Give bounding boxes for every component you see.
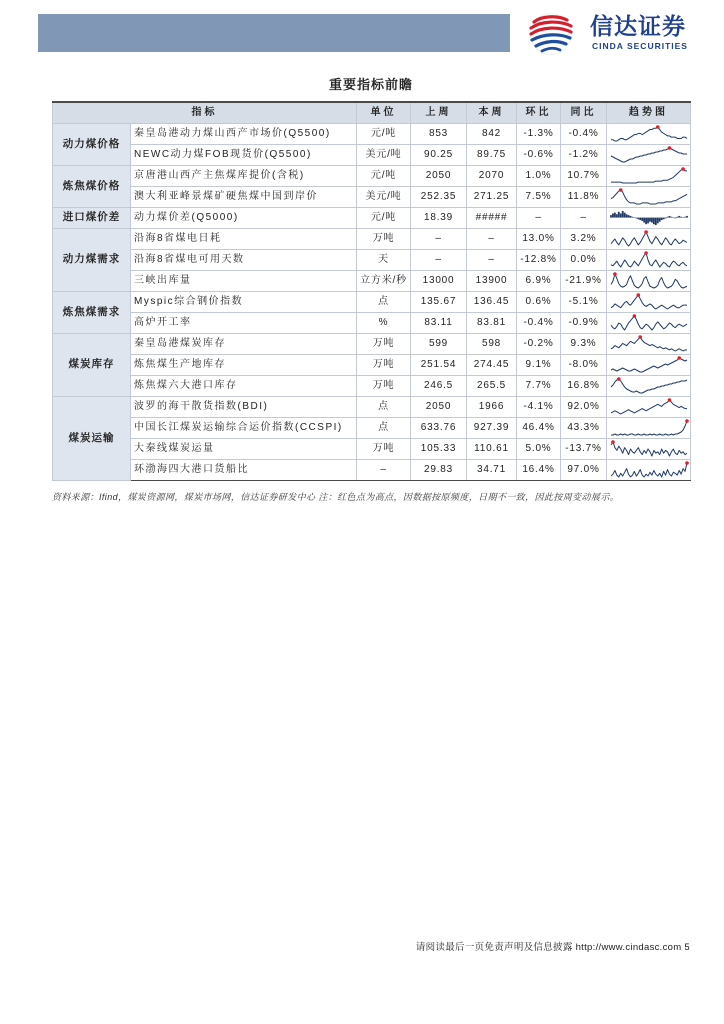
trend-high-dot <box>681 167 685 171</box>
table-row <box>53 165 691 186</box>
yoy-change-cell: -1.2% <box>561 144 607 165</box>
yoy-change-cell: 97.0% <box>561 459 607 480</box>
trend-high-dot <box>616 377 620 381</box>
trend-sparkline <box>609 356 689 374</box>
trend-chart-cell <box>607 333 691 354</box>
indicator-name-cell: NEWC动力煤FOB现货价(Q5500) <box>131 144 357 165</box>
trend-sparkline <box>609 293 689 311</box>
trend-bar <box>641 217 643 220</box>
last-week-value-cell: 251.54 <box>411 354 467 375</box>
trend-line <box>611 274 687 288</box>
last-week-value-cell: 252.35 <box>411 186 467 207</box>
category-cell: 炼焦煤需求 <box>53 291 131 333</box>
header-bar <box>38 14 510 52</box>
this-week-value-cell: 927.39 <box>467 417 517 438</box>
trend-high-dot <box>655 125 659 129</box>
this-week-value-cell: 13900 <box>467 270 517 291</box>
indicator-name-cell: 澳大利亚峰景煤矿硬焦煤中国到岸价 <box>131 186 357 207</box>
trend-line <box>611 316 687 330</box>
indicator-name-cell: 高炉开工率 <box>131 312 357 333</box>
last-week-value-cell: 135.67 <box>411 291 467 312</box>
trend-chart-cell <box>607 270 691 291</box>
trend-bar <box>619 213 621 217</box>
trend-sparkline <box>609 209 689 227</box>
table-row <box>53 249 691 270</box>
unit-cell: 元/吨 <box>357 207 411 228</box>
wow-change-cell: -4.1% <box>517 396 561 417</box>
this-week-value-cell: ##### <box>467 207 517 228</box>
trend-bar <box>666 216 668 217</box>
yoy-change-cell: 11.8% <box>561 186 607 207</box>
unit-cell: 点 <box>357 396 411 417</box>
unit-cell: 天 <box>357 249 411 270</box>
trend-bar <box>627 215 629 217</box>
indicator-table-body <box>53 123 691 480</box>
trend-bar <box>621 211 623 218</box>
wow-change-cell: 7.5% <box>517 186 561 207</box>
trend-bar <box>610 215 612 217</box>
this-week-value-cell: 2070 <box>467 165 517 186</box>
wow-change-cell: 1.0% <box>517 165 561 186</box>
this-week-value-cell: 89.75 <box>467 144 517 165</box>
trend-bar <box>645 217 647 224</box>
trend-high-dot <box>667 146 671 150</box>
table-row <box>53 312 691 333</box>
trend-chart-cell <box>607 144 691 165</box>
trend-line <box>611 400 687 414</box>
indicator-name-cell: 秦皇岛港煤炭库存 <box>131 333 357 354</box>
trend-high-dot <box>685 461 689 465</box>
category-cell: 动力煤价格 <box>53 123 131 165</box>
this-week-value-cell: – <box>467 249 517 270</box>
trend-chart-cell <box>607 123 691 144</box>
wow-change-cell: -12.8% <box>517 249 561 270</box>
this-week-value-cell: 265.5 <box>467 375 517 396</box>
indicator-name-cell: 沿海8省煤电日耗 <box>131 228 357 249</box>
category-cell: 煤炭库存 <box>53 333 131 396</box>
trend-sparkline <box>609 461 689 479</box>
indicator-name-cell: 炼焦煤六大港口库存 <box>131 375 357 396</box>
last-week-value-cell: – <box>411 228 467 249</box>
last-week-value-cell: 18.39 <box>411 207 467 228</box>
footer-disclaimer: 请阅读最后一页免责声明及信息披露 <box>415 942 573 953</box>
table-row <box>53 123 691 144</box>
table-row <box>53 228 691 249</box>
trend-bar <box>652 217 654 224</box>
last-week-value-cell: 633.76 <box>411 417 467 438</box>
trend-sparkline <box>609 272 689 290</box>
yoy-change-cell: -0.9% <box>561 312 607 333</box>
wow-change-cell: 6.9% <box>517 270 561 291</box>
unit-cell: % <box>357 312 411 333</box>
unit-cell: 点 <box>357 291 411 312</box>
trend-high-dot <box>611 440 615 444</box>
indicator-name-cell: 沿海8省煤电可用天数 <box>131 249 357 270</box>
yoy-change-cell: 0.0% <box>561 249 607 270</box>
page-number: 5 <box>684 942 690 953</box>
footer-url: http://www.cindasc.com <box>575 942 682 953</box>
trend-bar <box>668 215 670 217</box>
trend-chart-cell <box>607 249 691 270</box>
trend-bar <box>662 217 664 219</box>
trend-bar <box>612 213 614 217</box>
col-header-this-week: 本周 <box>467 102 517 123</box>
table-row <box>53 291 691 312</box>
trend-sparkline <box>609 167 689 185</box>
this-week-value-cell: 136.45 <box>467 291 517 312</box>
table-title: 重要指标前瞻 <box>328 78 413 93</box>
trend-line <box>611 148 687 162</box>
page-footer <box>416 941 690 954</box>
indicator-table <box>52 101 691 481</box>
this-week-value-cell: 1966 <box>467 396 517 417</box>
yoy-change-cell: 10.7% <box>561 165 607 186</box>
yoy-change-cell: 3.2% <box>561 228 607 249</box>
trend-chart-cell <box>607 375 691 396</box>
unit-cell: 美元/吨 <box>357 186 411 207</box>
trend-sparkline <box>609 251 689 269</box>
trend-chart-cell <box>607 186 691 207</box>
table-row <box>53 396 691 417</box>
yoy-change-cell: 16.8% <box>561 375 607 396</box>
this-week-value-cell: 598 <box>467 333 517 354</box>
trend-high-dot <box>638 335 642 339</box>
trend-bar <box>639 217 641 219</box>
table-row <box>53 375 691 396</box>
table-row <box>53 186 691 207</box>
unit-cell: – <box>357 459 411 480</box>
trend-bar <box>643 217 645 222</box>
trend-chart-cell <box>607 354 691 375</box>
last-week-value-cell: 29.83 <box>411 459 467 480</box>
indicator-name-cell: 三峡出库量 <box>131 270 357 291</box>
trend-chart-cell <box>607 459 691 480</box>
trend-chart-cell <box>607 438 691 459</box>
last-week-value-cell: 83.11 <box>411 312 467 333</box>
trend-sparkline <box>609 398 689 416</box>
unit-cell: 万吨 <box>357 375 411 396</box>
cinda-logo-icon <box>520 12 582 56</box>
wow-change-cell: 0.6% <box>517 291 561 312</box>
trend-high-dot <box>677 356 681 360</box>
unit-cell: 点 <box>357 417 411 438</box>
yoy-change-cell: -13.7% <box>561 438 607 459</box>
brand-name-cn: 信达证券 <box>590 14 686 40</box>
indicator-name-cell: 大秦线煤炭运量 <box>131 438 357 459</box>
wow-change-cell: -1.3% <box>517 123 561 144</box>
trend-line <box>611 463 687 477</box>
trend-high-dot <box>613 272 617 276</box>
trend-line <box>611 442 687 456</box>
table-row <box>53 144 691 165</box>
trend-sparkline <box>609 335 689 353</box>
yoy-change-cell: 43.3% <box>561 417 607 438</box>
trend-chart-cell <box>607 207 691 228</box>
header-row <box>53 102 691 123</box>
brand-name-en: CINDA SECURITIES <box>592 41 688 51</box>
indicator-name-cell: 动力煤价差(Q5000) <box>131 207 357 228</box>
trend-bar <box>684 216 686 217</box>
last-week-value-cell: 599 <box>411 333 467 354</box>
trend-bar <box>670 216 672 217</box>
indicator-name-cell: 京唐港山西产主焦煤库提价(含税) <box>131 165 357 186</box>
trend-sparkline <box>609 125 689 143</box>
this-week-value-cell: 83.81 <box>467 312 517 333</box>
category-cell: 煤炭运输 <box>53 396 131 480</box>
yoy-change-cell: -5.1% <box>561 291 607 312</box>
yoy-change-cell: 9.3% <box>561 333 607 354</box>
trend-high-dot <box>618 188 622 192</box>
col-header-yoy: 同比 <box>561 102 607 123</box>
unit-cell: 元/吨 <box>357 123 411 144</box>
trend-chart-cell <box>607 396 691 417</box>
trend-high-dot <box>644 251 648 255</box>
trend-chart-cell <box>607 165 691 186</box>
trend-sparkline <box>609 377 689 395</box>
table-row <box>53 438 691 459</box>
wow-change-cell: 7.7% <box>517 375 561 396</box>
yoy-change-cell: -8.0% <box>561 354 607 375</box>
trend-line <box>611 127 687 141</box>
trend-line <box>611 295 687 309</box>
trend-sparkline <box>609 146 689 164</box>
last-week-value-cell: 2050 <box>411 396 467 417</box>
col-header-last-week: 上周 <box>411 102 467 123</box>
yoy-change-cell: 92.0% <box>561 396 607 417</box>
last-week-value-cell: 90.25 <box>411 144 467 165</box>
indicator-name-cell: 中国长江煤炭运输综合运价指数(CCSPI) <box>131 417 357 438</box>
table-header <box>53 102 691 123</box>
last-week-value-cell: – <box>411 249 467 270</box>
category-cell: 动力煤需求 <box>53 228 131 291</box>
trend-sparkline <box>609 440 689 458</box>
trend-line <box>611 379 687 393</box>
this-week-value-cell: 34.71 <box>467 459 517 480</box>
wow-change-cell: – <box>517 207 561 228</box>
this-week-value-cell: 274.45 <box>467 354 517 375</box>
trend-chart-cell <box>607 228 691 249</box>
trend-sparkline <box>609 419 689 437</box>
wow-change-cell: 9.1% <box>517 354 561 375</box>
trend-chart-cell <box>607 312 691 333</box>
wow-change-cell: 46.4% <box>517 417 561 438</box>
trend-line <box>611 190 687 204</box>
wow-change-cell: -0.4% <box>517 312 561 333</box>
trend-bar <box>651 217 653 222</box>
trend-high-dot <box>632 314 636 318</box>
indicator-name-cell: 秦皇岛港动力煤山西产市场价(Q5500) <box>131 123 357 144</box>
table-row <box>53 333 691 354</box>
yoy-change-cell: -0.4% <box>561 123 607 144</box>
trend-sparkline <box>609 188 689 206</box>
trend-high-dot <box>685 419 689 423</box>
trend-line <box>611 232 687 246</box>
wow-change-cell: 16.4% <box>517 459 561 480</box>
trend-bar <box>637 217 639 219</box>
category-cell: 炼焦煤价格 <box>53 165 131 207</box>
last-week-value-cell: 13000 <box>411 270 467 291</box>
unit-cell: 万吨 <box>357 354 411 375</box>
trend-chart-cell <box>607 291 691 312</box>
trend-line <box>611 337 687 351</box>
trend-high-dot <box>667 398 671 402</box>
table-row <box>53 417 691 438</box>
last-week-value-cell: 246.5 <box>411 375 467 396</box>
trend-bar <box>647 217 649 223</box>
unit-cell: 立方米/秒 <box>357 270 411 291</box>
indicator-name-cell: 波罗的海干散货指数(BDI) <box>131 396 357 417</box>
trend-bar <box>656 217 658 223</box>
trend-bar <box>614 212 616 217</box>
trend-bar <box>635 217 637 218</box>
trend-bar <box>654 217 656 224</box>
trend-bar <box>674 217 676 218</box>
trend-bar <box>623 212 625 217</box>
indicator-name-cell: 炼焦煤生产地库存 <box>131 354 357 375</box>
trend-bar <box>678 215 680 217</box>
last-week-value-cell: 853 <box>411 123 467 144</box>
col-header-wow: 环比 <box>517 102 561 123</box>
this-week-value-cell: – <box>467 228 517 249</box>
wow-change-cell: -0.2% <box>517 333 561 354</box>
trend-line <box>611 358 687 372</box>
trend-bar <box>664 217 666 218</box>
indicator-name-cell: 环渤海四大港口货船比 <box>131 459 357 480</box>
trend-bar <box>631 216 633 217</box>
trend-bar <box>629 215 631 217</box>
yoy-change-cell: -21.9% <box>561 270 607 291</box>
unit-cell: 美元/吨 <box>357 144 411 165</box>
col-header-indicator: 指标 <box>53 102 357 123</box>
table-row <box>53 270 691 291</box>
table-row <box>53 207 691 228</box>
trend-sparkline <box>609 314 689 332</box>
trend-bar <box>625 214 627 217</box>
trend-bar <box>680 216 682 217</box>
trend-high-dot <box>636 293 640 297</box>
unit-cell: 万吨 <box>357 333 411 354</box>
trend-bar <box>676 216 678 217</box>
indicator-name-cell: Myspic综合钢价指数 <box>131 291 357 312</box>
last-week-value-cell: 105.33 <box>411 438 467 459</box>
last-week-value-cell: 2050 <box>411 165 467 186</box>
unit-cell: 万吨 <box>357 438 411 459</box>
wow-change-cell: 13.0% <box>517 228 561 249</box>
trend-line <box>611 421 687 435</box>
trend-bar <box>686 215 688 217</box>
trend-bar <box>660 217 662 219</box>
trend-bar <box>615 214 617 217</box>
unit-cell: 元/吨 <box>357 165 411 186</box>
trend-bar <box>649 217 651 221</box>
trend-high-dot <box>644 230 648 234</box>
this-week-value-cell: 842 <box>467 123 517 144</box>
wow-change-cell: -0.6% <box>517 144 561 165</box>
trend-bar <box>617 211 619 217</box>
trend-chart-cell <box>607 417 691 438</box>
source-note: 资料来源：Ifind，煤炭资源网，煤炭市场网，信达证券研发中心 注：红色点为高点，因数据按原频度，日期不一致，因此按周变动展示。 <box>52 492 620 502</box>
col-header-unit: 单位 <box>357 102 411 123</box>
category-cell: 进口煤价差 <box>53 207 131 228</box>
unit-cell: 万吨 <box>357 228 411 249</box>
wow-change-cell: 5.0% <box>517 438 561 459</box>
trend-line <box>611 253 687 267</box>
trend-sparkline <box>609 230 689 248</box>
table-row <box>53 354 691 375</box>
col-header-trend: 趋势图 <box>607 102 691 123</box>
trend-bar <box>658 217 660 221</box>
yoy-change-cell: – <box>561 207 607 228</box>
this-week-value-cell: 110.61 <box>467 438 517 459</box>
trend-line <box>611 169 687 183</box>
this-week-value-cell: 271.25 <box>467 186 517 207</box>
table-row <box>53 459 691 480</box>
